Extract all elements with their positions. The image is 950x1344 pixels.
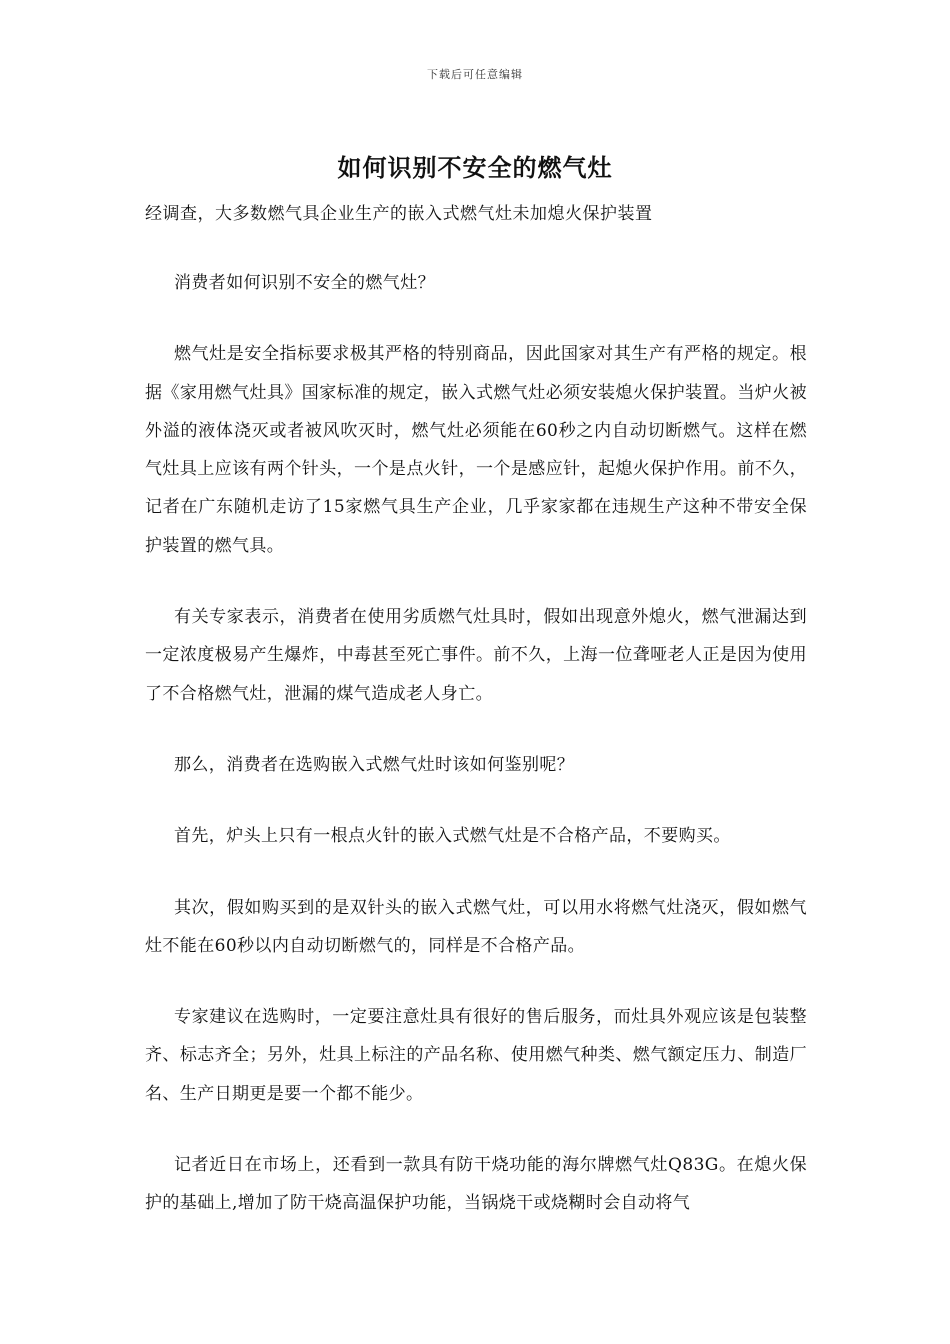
document-subtitle: 经调查，大多数燃气具企业生产的嵌入式燃气灶未加熄火保护装置 <box>145 204 653 224</box>
document-title: 如何识别不安全的燃气灶 <box>337 153 613 182</box>
header-note: 下载后可任意编辑 <box>427 68 523 81</box>
paragraph-second-tip: 其次，假如购买到的是双针头的嵌入式燃气灶，可以用水将燃气灶浇灭，假如燃气灶不能在60秒以内自动切断燃气的，同样是不合格产品。 <box>145 897 807 956</box>
paragraph-standard: 燃气灶是安全指标要求极其严格的特别商品，因此国家对其生产有严格的规定。根据《家用燃气灶具》国家标准的规定，嵌入式燃气灶必须安装熄火保护装置。当炉火被外溢的液体浇灭或者被风吹灭时，燃气灶必须能在60秒之内自动切断燃气。这样在燃气灶具上应该有两个针头，一个是点火针，一个是感应针，起熄火保护作用。前不久，记者在广东随机走访了15家燃气具生产企业，几乎家家都在违规生产这种不带安全保护装置的燃气具。 <box>145 344 807 556</box>
paragraph-market-report: 记者近日在市场上，还看到一款具有防干烧功能的海尔牌燃气灶Q83G。在熄火保护的基础上,增加了防干烧高温保护功能，当锅烧干或烧糊时会自动将气 <box>145 1155 807 1214</box>
paragraph-expert-warning: 有关专家表示，消费者在使用劣质燃气灶具时，假如出现意外熄火，燃气泄漏达到一定浓度极易产生爆炸，中毒甚至死亡事件。前不久，上海一位聋哑老人正是因为使用了不合格燃气灶，泄漏的煤气造成老人身亡。 <box>145 607 807 704</box>
paragraph-expert-advice: 专家建议在选购时，一定要注意灶具有很好的售后服务，而灶具外观应该是包装整齐、标志齐全；另外，灶具上标注的产品名称、使用燃气种类、燃气额定压力、制造厂名、生产日期更是要一个都不能少。 <box>145 1007 807 1104</box>
paragraph-first-tip: 首先，炉头上只有一根点火针的嵌入式燃气灶是不合格产品，不要购买。 <box>174 826 731 847</box>
document-body <box>145 264 807 1223</box>
paragraph-question: 消费者如何识别不安全的燃气灶？ <box>174 273 435 293</box>
paragraph-how-to-identify: 那么，消费者在选购嵌入式燃气灶时该如何鉴别呢？ <box>174 754 575 775</box>
